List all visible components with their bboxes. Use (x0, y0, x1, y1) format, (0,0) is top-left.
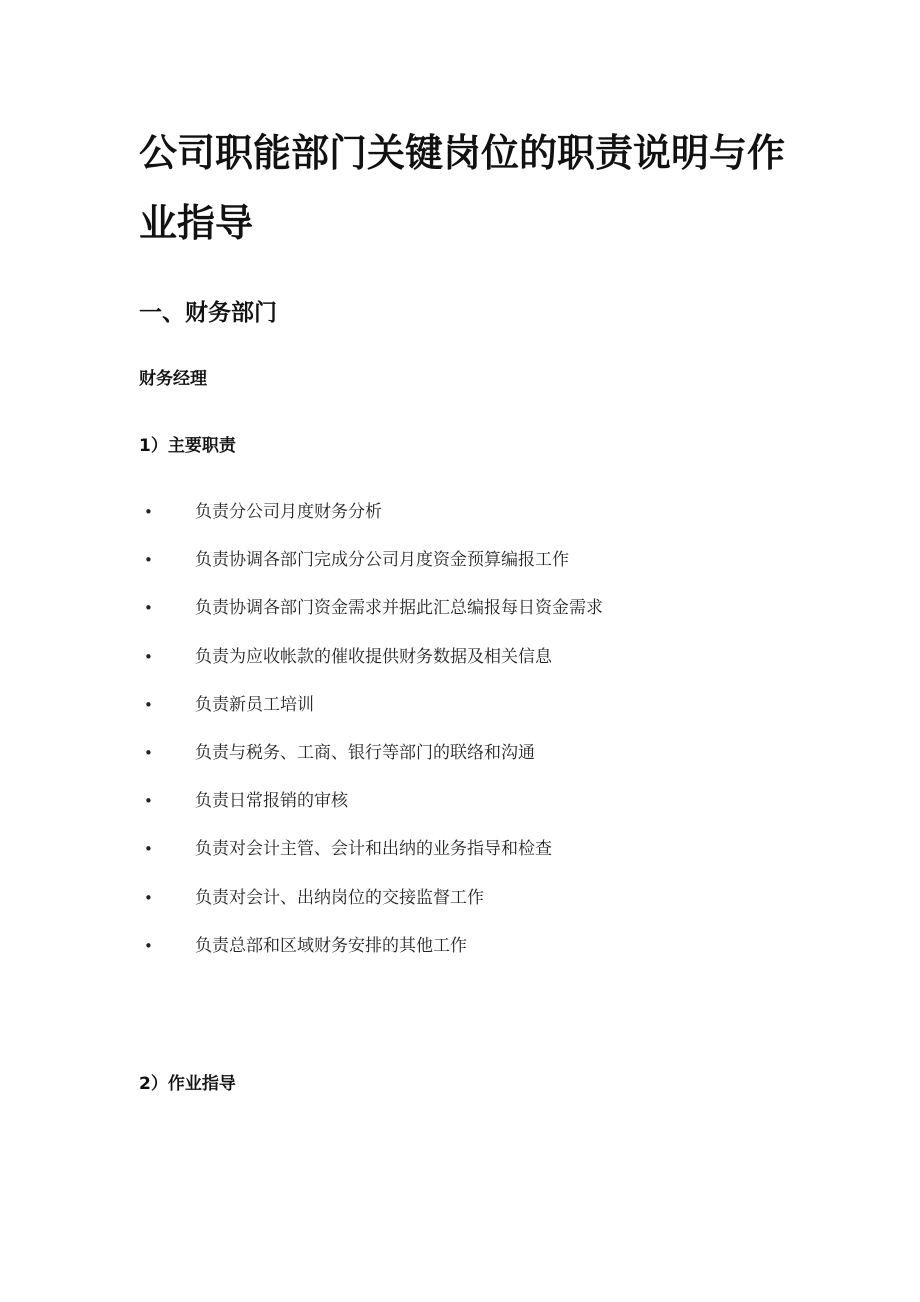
duty-text: 负责新员工培训 (195, 694, 314, 715)
bullet-icon: • (144, 647, 153, 666)
bullet-icon: • (144, 599, 153, 618)
subsection-heading-guidance: 2）作业指导 (139, 1074, 236, 1094)
bullet-icon: • (144, 840, 153, 859)
bullet-icon: • (144, 888, 153, 907)
duty-text: 负责为应收帐款的催收提供财务数据及相关信息 (195, 646, 552, 667)
bullet-icon: • (144, 551, 153, 570)
duty-text: 负责与税务、工商、银行等部门的联络和沟通 (195, 742, 535, 763)
section-heading-finance: 一、财务部门 (139, 300, 277, 326)
duty-text: 负责总部和区域财务安排的其他工作 (195, 935, 467, 956)
list-item (139, 499, 839, 547)
bullet-icon: • (144, 695, 153, 714)
list-item (139, 692, 839, 740)
bullet-icon: • (144, 792, 153, 811)
duty-text: 负责协调各部门完成分公司月度资金预算编报工作 (195, 550, 569, 571)
duty-text: 负责对会计、出纳岗位的交接监督工作 (195, 887, 484, 908)
list-item (139, 788, 839, 836)
list-item (139, 740, 839, 788)
duty-text: 负责分公司月度财务分析 (195, 502, 382, 522)
list-item (139, 547, 839, 595)
list-item (139, 644, 839, 692)
list-item (139, 836, 839, 884)
list-item (139, 595, 839, 643)
bullet-icon: • (144, 936, 153, 955)
list-item (139, 933, 839, 981)
role-heading: 财务经理 (139, 369, 207, 389)
duty-text: 负责日常报销的审核 (195, 791, 348, 812)
document-title: 公司职能部门关键岗位的职责说明与作业指导 (139, 131, 786, 245)
bullet-icon: • (144, 503, 153, 521)
list-item (139, 885, 839, 933)
bullet-icon: • (144, 743, 153, 762)
subsection-heading-duties: 1）主要职责 (139, 436, 236, 456)
duties-list (139, 499, 839, 981)
duty-text: 负责对会计主管、会计和出纳的业务指导和检查 (195, 839, 552, 860)
duty-text: 负责协调各部门资金需求并据此汇总编报每日资金需求 (195, 598, 603, 619)
